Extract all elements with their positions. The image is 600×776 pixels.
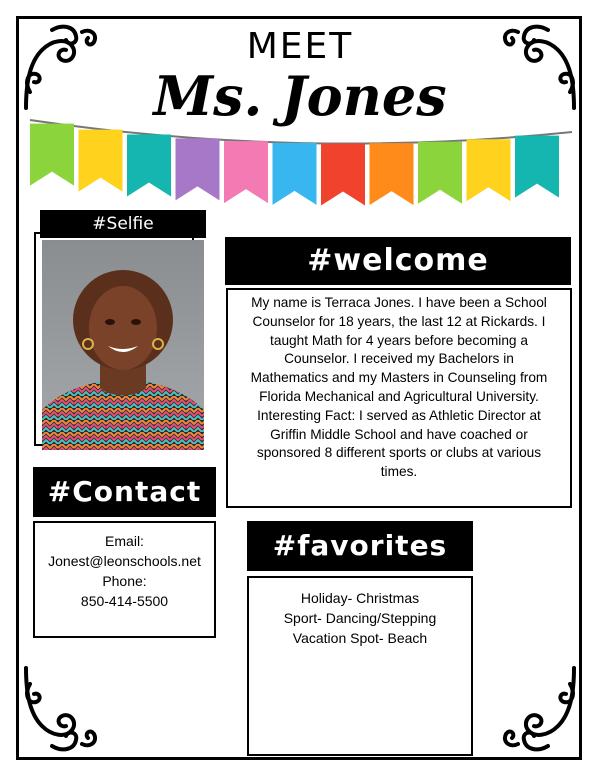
welcome-text-line: Griffin Middle School and have coached or [270,426,528,442]
bunting-flag [273,143,317,205]
contact-line: Email: [105,533,144,549]
selfie-label: #Selfie [40,210,206,238]
contact-line: 850-414-5500 [80,593,169,609]
welcome-title: #welcome [225,237,571,285]
welcome-text-line: taught Math for 4 years before becoming a [270,332,528,348]
selfie-photo [42,240,204,450]
welcome-text-line: Florida Mechanical and Agricultural University. [259,388,539,404]
favorite-item: Vacation Spot- Beach [292,630,428,646]
favorite-item: Sport- Dancing/Stepping [283,610,437,626]
selfie-card [34,210,206,450]
welcome-text-line: Interesting Fact: I served as Athletic Director at [257,407,541,423]
welcome-text-line: Counselor. I received my Bachelors in [284,351,514,367]
swirl-bottom-right-icon [498,664,578,754]
contact-box [33,521,216,638]
welcome-text-line: My name is Terraca Jones. I have been a School [251,295,547,310]
contact-line: Phone: [102,573,147,589]
portrait-image [42,240,204,450]
bunting-flag [79,130,123,192]
contact-line: Jonest@leonschools.net [48,553,201,569]
contact-title: #Contact [33,467,216,517]
header-name: Ms. Jones [153,64,447,128]
bunting-flag [176,138,220,200]
welcome-text-line: times. [380,464,418,480]
bunting-flag [30,124,74,186]
bunting-banner [26,112,576,222]
bunting-flag [467,139,511,201]
bunting-flag [370,143,414,205]
bunting-flag [418,142,462,204]
bunting-flag [127,134,171,196]
welcome-text-line: sponsored 8 different sports or clubs at various [256,445,542,461]
welcome-text-box [226,288,572,508]
favorites-box [247,576,473,756]
favorite-item: Holiday- Christmas [300,590,420,606]
favorites-title: #favorites [247,521,473,571]
swirl-bottom-left-icon [22,664,102,754]
bunting-flag [321,144,365,206]
welcome-text-line: Mathematics and my Masters in Counseling from [250,370,548,386]
header-meet: MEET [246,26,354,67]
welcome-text-line: Counselor for 18 years, the last 12 at Rickards. I [252,313,546,329]
bunting-flag [224,141,268,203]
bunting-flag [515,136,559,198]
